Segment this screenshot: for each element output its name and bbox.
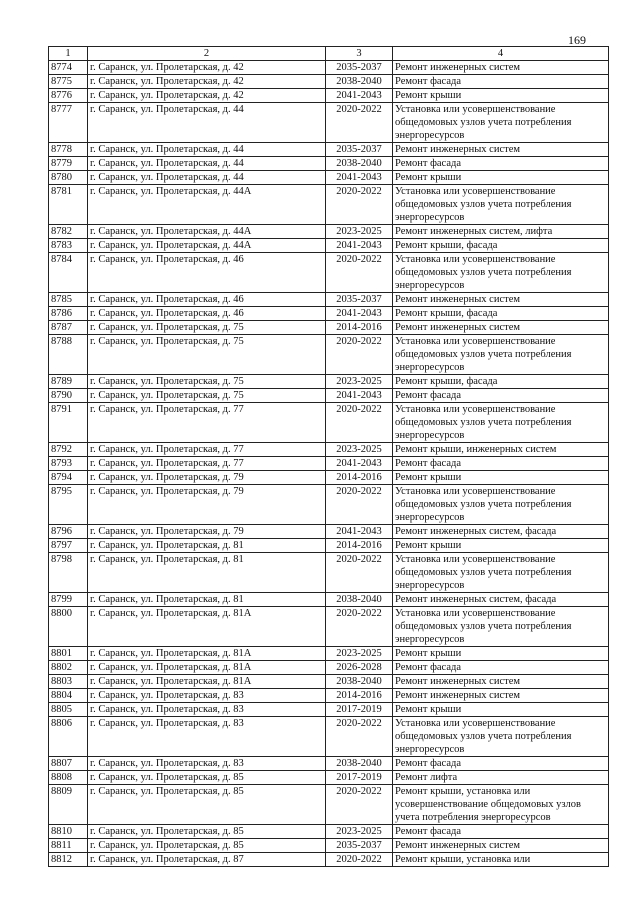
- row-work-cell: Установка или усовершенствование общедомовых узлов учета потребления энергоресурсов: [393, 335, 609, 375]
- table-row: [49, 89, 609, 103]
- row-period-cell: 2020-2022: [326, 785, 393, 825]
- table-row: [49, 553, 609, 593]
- column-header-address: 2: [88, 47, 326, 61]
- row-work-cell: Ремонт крыши, фасада: [393, 375, 609, 389]
- column-header-number: 1: [49, 47, 88, 61]
- row-period-cell: 2041-2043: [326, 457, 393, 471]
- row-period-cell: 2014-2016: [326, 321, 393, 335]
- row-address-cell: г. Саранск, ул. Пролетарская, д. 81А: [88, 675, 326, 689]
- row-address-cell: г. Саранск, ул. Пролетарская, д. 81: [88, 553, 326, 593]
- table-row: [49, 485, 609, 525]
- row-number-cell: 8776: [49, 89, 88, 103]
- row-number-cell: 8774: [49, 61, 88, 75]
- table-header-row: [49, 47, 609, 61]
- row-address-cell: г. Саранск, ул. Пролетарская, д. 75: [88, 375, 326, 389]
- row-work-cell: Ремонт крыши, инженерных систем: [393, 443, 609, 457]
- row-work-cell: Установка или усовершенствование общедомовых узлов учета потребления энергоресурсов: [393, 253, 609, 293]
- row-number-cell: 8775: [49, 75, 88, 89]
- row-number-cell: 8812: [49, 853, 88, 867]
- row-number-cell: 8778: [49, 143, 88, 157]
- row-number-cell: 8800: [49, 607, 88, 647]
- row-period-cell: 2017-2019: [326, 771, 393, 785]
- row-period-cell: 2023-2025: [326, 225, 393, 239]
- row-number-cell: 8786: [49, 307, 88, 321]
- row-work-cell: Ремонт инженерных систем: [393, 293, 609, 307]
- table-row: [49, 717, 609, 757]
- page-number: 169: [568, 33, 586, 47]
- row-number-cell: 8781: [49, 185, 88, 225]
- row-number-cell: 8801: [49, 647, 88, 661]
- row-work-cell: Ремонт фасада: [393, 75, 609, 89]
- table-row: [49, 239, 609, 253]
- row-number-cell: 8782: [49, 225, 88, 239]
- row-number-cell: 8811: [49, 839, 88, 853]
- row-address-cell: г. Саранск, ул. Пролетарская, д. 85: [88, 825, 326, 839]
- row-number-cell: 8809: [49, 785, 88, 825]
- row-address-cell: г. Саранск, ул. Пролетарская, д. 44А: [88, 225, 326, 239]
- row-period-cell: 2020-2022: [326, 403, 393, 443]
- row-work-cell: Установка или усовершенствование общедомовых узлов учета потребления энергоресурсов: [393, 103, 609, 143]
- row-period-cell: 2020-2022: [326, 335, 393, 375]
- table-row: [49, 593, 609, 607]
- row-work-cell: Ремонт фасада: [393, 757, 609, 771]
- row-period-cell: 2014-2016: [326, 539, 393, 553]
- table-row: [49, 75, 609, 89]
- row-period-cell: 2023-2025: [326, 375, 393, 389]
- row-work-cell: Ремонт крыши: [393, 647, 609, 661]
- row-period-cell: 2041-2043: [326, 171, 393, 185]
- row-period-cell: 2023-2025: [326, 647, 393, 661]
- row-number-cell: 8810: [49, 825, 88, 839]
- row-address-cell: г. Саранск, ул. Пролетарская, д. 44: [88, 157, 326, 171]
- row-period-cell: 2038-2040: [326, 757, 393, 771]
- table-row: [49, 607, 609, 647]
- row-period-cell: 2038-2040: [326, 675, 393, 689]
- row-address-cell: г. Саранск, ул. Пролетарская, д. 75: [88, 389, 326, 403]
- row-number-cell: 8806: [49, 717, 88, 757]
- row-period-cell: 2041-2043: [326, 389, 393, 403]
- table-row: [49, 143, 609, 157]
- row-work-cell: Ремонт крыши, установка или: [393, 853, 609, 867]
- row-address-cell: г. Саранск, ул. Пролетарская, д. 42: [88, 89, 326, 103]
- row-address-cell: г. Саранск, ул. Пролетарская, д. 77: [88, 443, 326, 457]
- row-address-cell: г. Саранск, ул. Пролетарская, д. 81: [88, 593, 326, 607]
- row-address-cell: г. Саранск, ул. Пролетарская, д. 83: [88, 757, 326, 771]
- row-address-cell: г. Саранск, ул. Пролетарская, д. 81А: [88, 647, 326, 661]
- table-row: [49, 457, 609, 471]
- row-address-cell: г. Саранск, ул. Пролетарская, д. 77: [88, 457, 326, 471]
- row-work-cell: Ремонт инженерных систем: [393, 61, 609, 75]
- row-period-cell: 2041-2043: [326, 525, 393, 539]
- table-row: [49, 771, 609, 785]
- row-work-cell: Ремонт инженерных систем, лифта: [393, 225, 609, 239]
- column-header-work: 4: [393, 47, 609, 61]
- row-address-cell: г. Саранск, ул. Пролетарская, д. 83: [88, 717, 326, 757]
- row-number-cell: 8788: [49, 335, 88, 375]
- row-address-cell: г. Саранск, ул. Пролетарская, д. 79: [88, 471, 326, 485]
- row-period-cell: 2026-2028: [326, 661, 393, 675]
- table-row: [49, 171, 609, 185]
- row-period-cell: 2023-2025: [326, 825, 393, 839]
- row-period-cell: 2020-2022: [326, 853, 393, 867]
- row-period-cell: 2041-2043: [326, 89, 393, 103]
- row-period-cell: 2020-2022: [326, 253, 393, 293]
- row-period-cell: 2020-2022: [326, 185, 393, 225]
- row-number-cell: 8777: [49, 103, 88, 143]
- row-number-cell: 8787: [49, 321, 88, 335]
- row-number-cell: 8799: [49, 593, 88, 607]
- row-number-cell: 8792: [49, 443, 88, 457]
- row-period-cell: 2035-2037: [326, 61, 393, 75]
- row-work-cell: Установка или усовершенствование общедомовых узлов учета потребления энергоресурсов: [393, 607, 609, 647]
- row-period-cell: 2020-2022: [326, 103, 393, 143]
- row-period-cell: 2035-2037: [326, 293, 393, 307]
- row-work-cell: Установка или усовершенствование общедомовых узлов учета потребления энергоресурсов: [393, 717, 609, 757]
- row-address-cell: г. Саранск, ул. Пролетарская, д. 83: [88, 689, 326, 703]
- row-address-cell: г. Саранск, ул. Пролетарская, д. 42: [88, 61, 326, 75]
- row-period-cell: 2041-2043: [326, 307, 393, 321]
- row-period-cell: 2038-2040: [326, 593, 393, 607]
- table-row: [49, 471, 609, 485]
- row-number-cell: 8796: [49, 525, 88, 539]
- row-period-cell: 2035-2037: [326, 143, 393, 157]
- table-row: [49, 157, 609, 171]
- table-row: [49, 293, 609, 307]
- row-address-cell: г. Саранск, ул. Пролетарская, д. 79: [88, 485, 326, 525]
- row-work-cell: Ремонт фасада: [393, 389, 609, 403]
- table-row: [49, 375, 609, 389]
- table-row: [49, 839, 609, 853]
- row-address-cell: г. Саранск, ул. Пролетарская, д. 81А: [88, 607, 326, 647]
- row-number-cell: 8785: [49, 293, 88, 307]
- table-row: [49, 225, 609, 239]
- column-header-period: 3: [326, 47, 393, 61]
- table-row: [49, 389, 609, 403]
- row-number-cell: 8805: [49, 703, 88, 717]
- row-work-cell: Ремонт крыши: [393, 539, 609, 553]
- row-work-cell: Ремонт инженерных систем, фасада: [393, 593, 609, 607]
- row-address-cell: г. Саранск, ул. Пролетарская, д. 81: [88, 539, 326, 553]
- table-row: [49, 335, 609, 375]
- row-number-cell: 8797: [49, 539, 88, 553]
- row-work-cell: Ремонт крыши, установка или усовершенствование общедомовых узлов учета потребления энергоресурсов: [393, 785, 609, 825]
- row-work-cell: Ремонт фасада: [393, 825, 609, 839]
- row-address-cell: г. Саранск, ул. Пролетарская, д. 85: [88, 785, 326, 825]
- table-row: [49, 757, 609, 771]
- repair-schedule-table: [48, 46, 609, 867]
- row-number-cell: 8789: [49, 375, 88, 389]
- row-work-cell: Установка или усовершенствование общедомовых узлов учета потребления энергоресурсов: [393, 185, 609, 225]
- table-row: [49, 103, 609, 143]
- table-row: [49, 703, 609, 717]
- row-number-cell: 8779: [49, 157, 88, 171]
- table-row: [49, 443, 609, 457]
- row-address-cell: г. Саранск, ул. Пролетарская, д. 75: [88, 335, 326, 375]
- row-address-cell: г. Саранск, ул. Пролетарская, д. 79: [88, 525, 326, 539]
- row-work-cell: Ремонт крыши, фасада: [393, 307, 609, 321]
- row-work-cell: Ремонт крыши: [393, 703, 609, 717]
- row-number-cell: 8791: [49, 403, 88, 443]
- row-work-cell: Ремонт инженерных систем: [393, 143, 609, 157]
- row-address-cell: г. Саранск, ул. Пролетарская, д. 44: [88, 103, 326, 143]
- row-work-cell: Установка или усовершенствование общедомовых узлов учета потребления энергоресурсов: [393, 553, 609, 593]
- table-row: [49, 825, 609, 839]
- row-period-cell: 2038-2040: [326, 157, 393, 171]
- row-work-cell: Ремонт фасада: [393, 457, 609, 471]
- row-address-cell: г. Саранск, ул. Пролетарская, д. 81А: [88, 661, 326, 675]
- table-row: [49, 525, 609, 539]
- row-address-cell: г. Саранск, ул. Пролетарская, д. 46: [88, 307, 326, 321]
- row-number-cell: 8798: [49, 553, 88, 593]
- row-number-cell: 8802: [49, 661, 88, 675]
- row-address-cell: г. Саранск, ул. Пролетарская, д. 44: [88, 171, 326, 185]
- table-row: [49, 403, 609, 443]
- table-row: [49, 253, 609, 293]
- row-address-cell: г. Саранск, ул. Пролетарская, д. 87: [88, 853, 326, 867]
- row-work-cell: Ремонт инженерных систем, фасада: [393, 525, 609, 539]
- row-number-cell: 8807: [49, 757, 88, 771]
- row-number-cell: 8808: [49, 771, 88, 785]
- row-period-cell: 2038-2040: [326, 75, 393, 89]
- row-period-cell: 2020-2022: [326, 553, 393, 593]
- row-work-cell: Ремонт лифта: [393, 771, 609, 785]
- row-work-cell: Ремонт фасада: [393, 157, 609, 171]
- row-work-cell: Ремонт крыши: [393, 89, 609, 103]
- row-address-cell: г. Саранск, ул. Пролетарская, д. 75: [88, 321, 326, 335]
- row-address-cell: г. Саранск, ул. Пролетарская, д. 44: [88, 143, 326, 157]
- row-period-cell: 2014-2016: [326, 471, 393, 485]
- row-period-cell: 2023-2025: [326, 443, 393, 457]
- row-address-cell: г. Саранск, ул. Пролетарская, д. 85: [88, 771, 326, 785]
- row-period-cell: 2020-2022: [326, 717, 393, 757]
- row-period-cell: 2014-2016: [326, 689, 393, 703]
- row-period-cell: 2017-2019: [326, 703, 393, 717]
- table-row: [49, 321, 609, 335]
- row-work-cell: Ремонт инженерных систем: [393, 839, 609, 853]
- table-row: [49, 675, 609, 689]
- row-work-cell: Ремонт инженерных систем: [393, 675, 609, 689]
- row-period-cell: 2035-2037: [326, 839, 393, 853]
- row-address-cell: г. Саранск, ул. Пролетарская, д. 42: [88, 75, 326, 89]
- row-address-cell: г. Саранск, ул. Пролетарская, д. 46: [88, 293, 326, 307]
- table-row: [49, 61, 609, 75]
- row-address-cell: г. Саранск, ул. Пролетарская, д. 83: [88, 703, 326, 717]
- row-number-cell: 8804: [49, 689, 88, 703]
- row-address-cell: г. Саранск, ул. Пролетарская, д. 85: [88, 839, 326, 853]
- table-row: [49, 307, 609, 321]
- row-period-cell: 2020-2022: [326, 485, 393, 525]
- row-work-cell: Ремонт инженерных систем: [393, 689, 609, 703]
- row-address-cell: г. Саранск, ул. Пролетарская, д. 44А: [88, 185, 326, 225]
- row-number-cell: 8795: [49, 485, 88, 525]
- row-work-cell: Ремонт крыши, фасада: [393, 239, 609, 253]
- table-row: [49, 661, 609, 675]
- table-row: [49, 689, 609, 703]
- row-period-cell: 2041-2043: [326, 239, 393, 253]
- row-work-cell: Установка или усовершенствование общедомовых узлов учета потребления энергоресурсов: [393, 403, 609, 443]
- row-number-cell: 8783: [49, 239, 88, 253]
- row-period-cell: 2020-2022: [326, 607, 393, 647]
- row-address-cell: г. Саранск, ул. Пролетарская, д. 44А: [88, 239, 326, 253]
- row-work-cell: Ремонт крыши: [393, 171, 609, 185]
- row-number-cell: 8794: [49, 471, 88, 485]
- row-work-cell: Ремонт инженерных систем: [393, 321, 609, 335]
- table-row: [49, 539, 609, 553]
- table-row: [49, 647, 609, 661]
- table-row: [49, 785, 609, 825]
- row-number-cell: 8784: [49, 253, 88, 293]
- table-row: [49, 853, 609, 867]
- row-number-cell: 8790: [49, 389, 88, 403]
- table-row: [49, 185, 609, 225]
- row-work-cell: Ремонт крыши: [393, 471, 609, 485]
- row-number-cell: 8793: [49, 457, 88, 471]
- row-work-cell: Установка или усовершенствование общедомовых узлов учета потребления энергоресурсов: [393, 485, 609, 525]
- row-work-cell: Ремонт фасада: [393, 661, 609, 675]
- row-address-cell: г. Саранск, ул. Пролетарская, д. 77: [88, 403, 326, 443]
- row-address-cell: г. Саранск, ул. Пролетарская, д. 46: [88, 253, 326, 293]
- row-number-cell: 8803: [49, 675, 88, 689]
- row-number-cell: 8780: [49, 171, 88, 185]
